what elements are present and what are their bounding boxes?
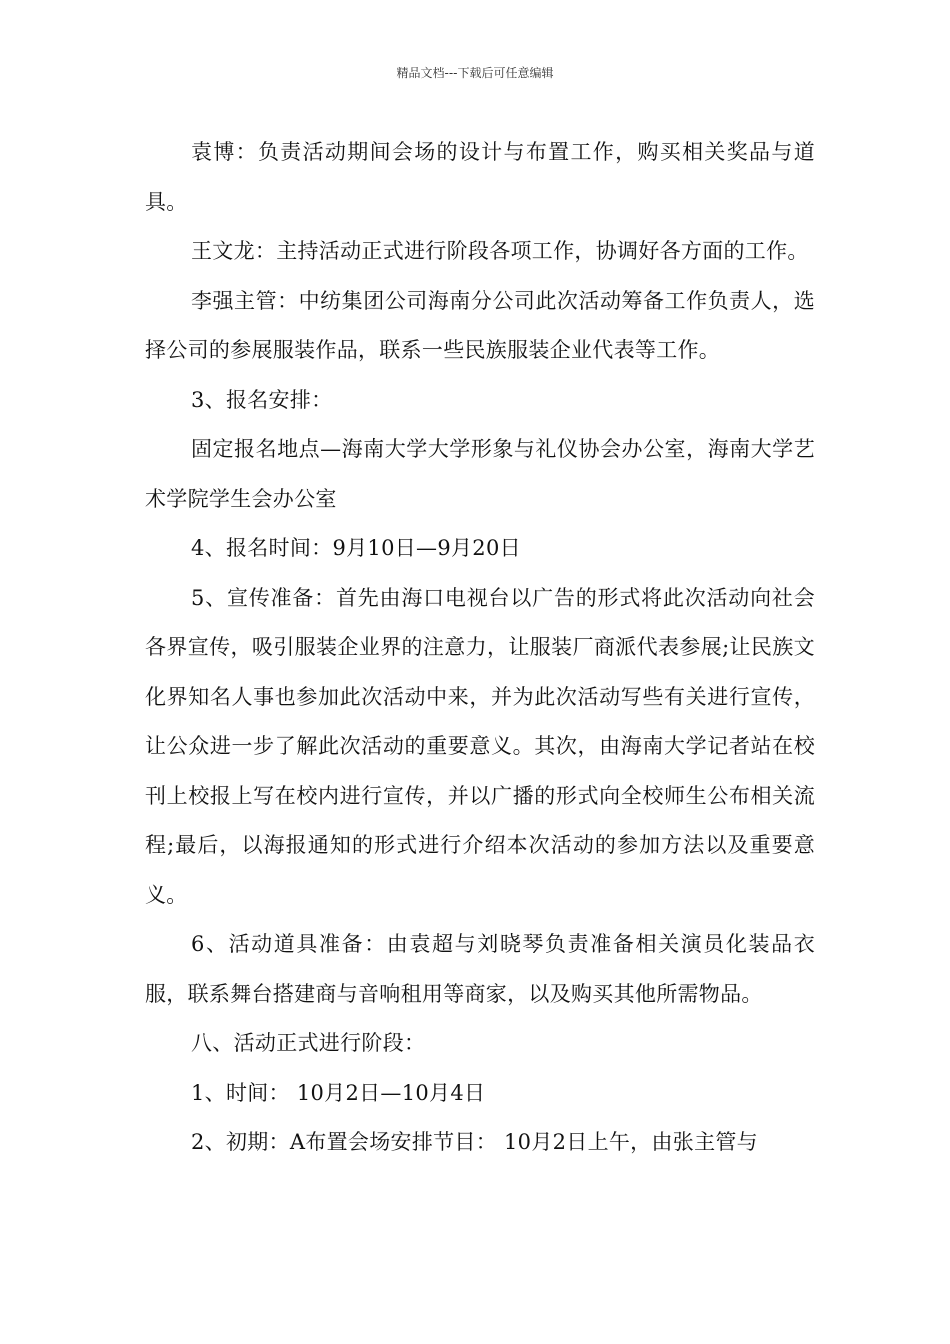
page-header: 精品文档---下载后可任意编辑 <box>396 66 554 80</box>
paragraph-publicity: 5、宣传准备：首先由海口电视台以广告的形式将此次活动向社会各界宣传，吸引服装企业界的注意力，让服装厂商派代表参展;让民族文化界知名人事也参加此次活动中来，并为此次活动写些有关进行宣传，让公众进一步了解此次活动的重要意义。其次，由海南大学记者站在校刊上校报上写在校内进行宣传，并以广播的形式向全校师生公布相关流程;最后，以海报通知的形式进行介绍本次活动的参加方法以及重要意义。 <box>145 585 815 907</box>
paragraph-wangwenlong: 王文龙：主持活动正式进行阶段各项工作，协调好各方面的工作。 <box>191 239 809 263</box>
paragraph-time: 1、时间： 10月2日—10月4日 <box>191 1080 486 1105</box>
paragraph-registration-location: 固定报名地点—海南大学大学形象与礼仪协会办公室，海南大学艺术学院学生会办公室 <box>145 437 815 511</box>
paragraph-registration-time: 4、报名时间：9月10日—9月20日 <box>191 536 521 560</box>
paragraph-yuanbo: 袁博：负责活动期间会场的设计与布置工作，购买相关奖品与道具。 <box>145 140 815 214</box>
document-body <box>145 128 815 1168</box>
paragraph-registration: 3、报名安排： <box>191 387 333 412</box>
paragraph-section-eight: 八、活动正式进行阶段： <box>191 1031 426 1055</box>
paragraph-props: 6、活动道具准备：由袁超与刘晓琴负责准备相关演员化装品衣服，联系舞台搭建商与音响租用等商家，以及购买其他所需物品。 <box>145 932 815 1006</box>
paragraph-initial-stage: 2、初期：A布置会场安排节目： 10月2日上午，由张主管与 <box>191 1130 758 1154</box>
paragraph-liqiang: 李强主管：中纺集团公司海南分公司此次活动筹备工作负责人，选择公司的参展服装作品，联系一些民族服装企业代表等工作。 <box>145 288 815 362</box>
